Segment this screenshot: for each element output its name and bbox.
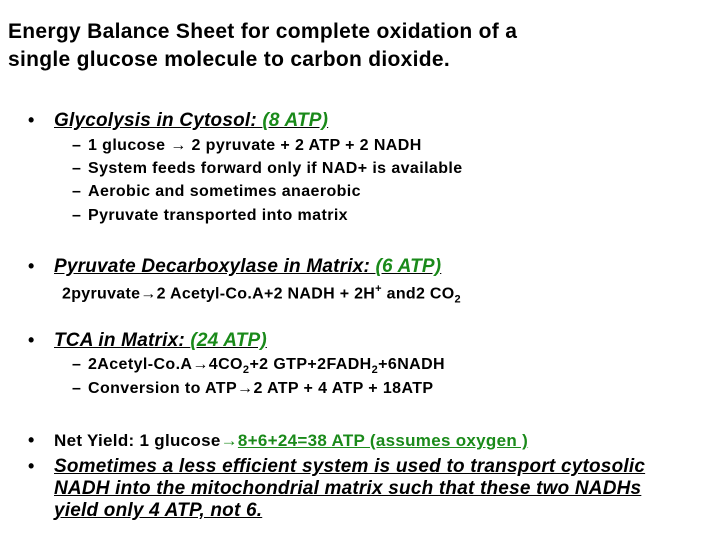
net-yield-value: 8+6+24=38 ATP (assumes oxygen ) — [237, 431, 529, 450]
arrow-icon: → — [170, 137, 187, 154]
tca-heading: TCA in Matrix: (24 ATP) — [54, 330, 267, 351]
dash-icon: – — [72, 356, 82, 373]
dash-icon: – — [72, 380, 82, 397]
arrow-icon: → — [192, 356, 209, 373]
dash-icon: – — [72, 207, 82, 224]
glycolysis-item-2: – System feeds forward only if NAD+ is available — [72, 160, 463, 177]
glycolysis-item-1: – 1 glucose → 2 pyruvate + 2 ATP + 2 NADH — [72, 137, 422, 154]
tca-item-1: – $2Acetyl-Co.A\to 4CO_2+2$ $GTP+2FADH_2+6NADH$ — [72, 356, 446, 377]
glycolysis-item-3: – Aerobic and sometimes anaerobic — [72, 183, 361, 200]
title-line-2: single glucose molecule to carbon dioxide. — [8, 48, 451, 71]
glycolysis-heading: Glycolysis in Cytosol: (8 ATP) — [54, 110, 329, 131]
arrow-icon: → — [220, 431, 238, 450]
net-yield-bullet — [28, 430, 528, 451]
efficiency-bullet — [28, 456, 674, 522]
bullet-icon: • — [28, 456, 35, 476]
pyruvate-atp: (6 ATP) — [375, 256, 442, 277]
glycolysis-item-4: – Pyruvate transported into matrix — [72, 207, 348, 224]
glycolysis-atp: (8 ATP) — [262, 110, 329, 131]
pyruvate-heading: Pyruvate Decarboxylase in Matrix: (6 ATP) — [54, 256, 442, 277]
dash-icon: – — [72, 183, 82, 200]
dash-icon: – — [72, 137, 82, 154]
arrow-icon: → — [140, 285, 157, 303]
tca-bullet — [28, 330, 267, 352]
net-yield-text: Net Yield: 1 glucose→8+6+24=38 ATP (assumes oxygen ) — [54, 431, 529, 450]
slide-title — [8, 18, 708, 74]
dash-icon: – — [72, 160, 82, 177]
bullet-icon: • — [28, 430, 35, 450]
pyruvate-equation: 2pyruvate→2 Acetyl-Co.A+2 NADH + 2H+ and2 $CO_2$ — [62, 283, 461, 306]
tca-atp: (24 ATP) — [190, 330, 267, 351]
pyruvate-bullet — [28, 256, 441, 278]
glycolysis-bullet — [28, 110, 328, 132]
title-line-1: Energy Balance Sheet for complete oxidation of a — [8, 20, 518, 43]
tca-item-2: – Conversion to ATP→2 ATP + 4 ATP + 18ATP — [72, 380, 434, 397]
bullet-icon: • — [28, 330, 35, 350]
efficiency-note: Sometimes a less efficient system is used to transport cytosolic NADH into the mitochondrial matrix such that these two NADHs yield only 4 ATP, not 6. — [54, 456, 646, 521]
bullet-icon: • — [28, 110, 35, 130]
bullet-icon: • — [28, 256, 35, 276]
arrow-icon: → — [237, 380, 254, 397]
